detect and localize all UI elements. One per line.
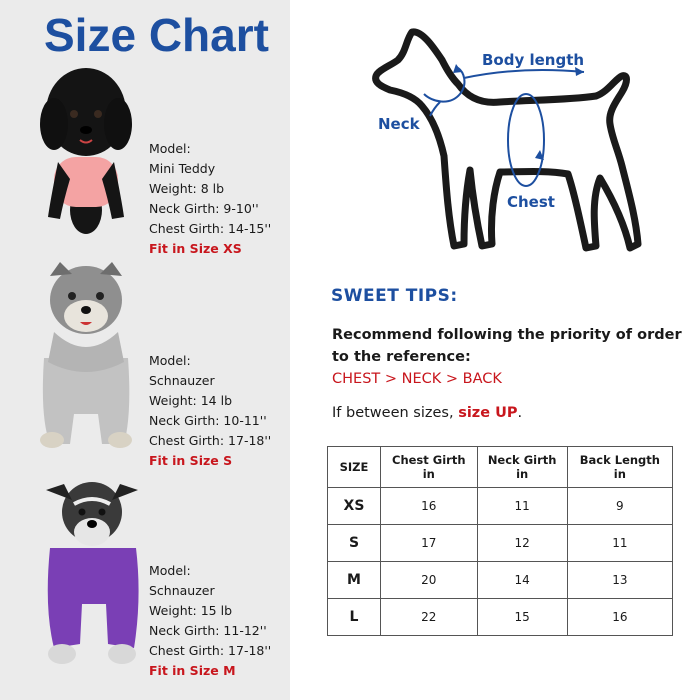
header-size: [328, 447, 381, 488]
header-label: Neck Girth: [487, 453, 557, 467]
cell-chest: 22: [381, 599, 478, 636]
body-length-arrow: [464, 70, 584, 78]
dog-photo-schnauzer-purple: [40, 474, 144, 670]
cell-chest: 16: [381, 488, 478, 525]
model-line: Weight: 15 lb: [149, 603, 233, 618]
header-neck: [477, 447, 567, 488]
body-length-label: Body length: [482, 51, 585, 69]
cell-back: 11: [567, 525, 672, 562]
model-line: Model:: [149, 353, 191, 368]
cell-chest: 17: [381, 525, 478, 562]
sweet-tips-text: [332, 324, 682, 424]
chest-label: Chest: [507, 193, 555, 211]
size-up-emphasis: size UP: [458, 405, 518, 421]
cell-size: L: [328, 599, 381, 636]
dog-photo-mini-teddy: [36, 62, 136, 242]
table-row: [328, 525, 673, 562]
model-line: Neck Girth: 10-11'': [149, 413, 267, 428]
model-line: Neck Girth: 9-10'': [149, 201, 259, 216]
header-unit: in: [422, 467, 435, 481]
size-table: [327, 446, 673, 636]
model-line: Weight: 14 lb: [149, 393, 233, 408]
cell-back: 9: [567, 488, 672, 525]
header-label: Back Length: [579, 453, 660, 467]
header-unit: in: [516, 467, 529, 481]
header-unit: in: [613, 467, 626, 481]
header-back: [567, 447, 672, 488]
cell-back: 13: [567, 562, 672, 599]
size-up-suffix: .: [517, 405, 523, 421]
table-row: [328, 562, 673, 599]
model-line: Mini Teddy: [149, 161, 216, 176]
model-line: Neck Girth: 11-12'': [149, 623, 267, 638]
cell-neck: 12: [477, 525, 567, 562]
model-line: Model:: [149, 563, 191, 578]
header-label: SIZE: [339, 460, 369, 474]
model-line: Model:: [149, 141, 191, 156]
dog-photo-schnauzer-grey: [30, 258, 142, 454]
cell-back: 16: [567, 599, 672, 636]
header-chest: [381, 447, 478, 488]
size-up-tip: [332, 402, 682, 424]
sweet-tips-heading: SWEET TIPS:: [331, 286, 458, 306]
cell-size: XS: [328, 488, 381, 525]
model-line: Schnauzer: [149, 583, 215, 598]
fit-size: Fit in Size M: [149, 663, 236, 678]
tips-line-1: Recommend following the priority of order: [332, 327, 682, 343]
model-info-3: [149, 561, 271, 681]
model-line: Weight: 8 lb: [149, 181, 225, 196]
model-info-1: [149, 139, 271, 259]
cell-neck: 11: [477, 488, 567, 525]
neck-label: Neck: [378, 115, 420, 133]
sweater-purple: [48, 548, 139, 648]
size-up-prefix: If between sizes,: [332, 405, 459, 421]
cell-size: S: [328, 525, 381, 562]
page-title: Size Chart: [44, 9, 269, 61]
table-row: [328, 488, 673, 525]
fit-size: Fit in Size S: [149, 453, 233, 468]
cell-size: M: [328, 562, 381, 599]
cell-chest: 20: [381, 562, 478, 599]
header-label: Chest Girth: [392, 453, 466, 467]
model-info-2: [149, 351, 271, 471]
table-header-row: [328, 447, 673, 488]
model-line: Chest Girth: 17-18'': [149, 433, 272, 448]
fit-size: Fit in Size XS: [149, 241, 242, 256]
table-row: [328, 599, 673, 636]
tips-line-2: to the reference:: [332, 349, 471, 365]
cell-neck: 14: [477, 562, 567, 599]
model-line: Schnauzer: [149, 373, 215, 388]
priority-order: CHEST > NECK > BACK: [332, 371, 502, 387]
model-line: Chest Girth: 17-18'': [149, 643, 272, 658]
model-line: Chest Girth: 14-15'': [149, 221, 272, 236]
cell-neck: 15: [477, 599, 567, 636]
